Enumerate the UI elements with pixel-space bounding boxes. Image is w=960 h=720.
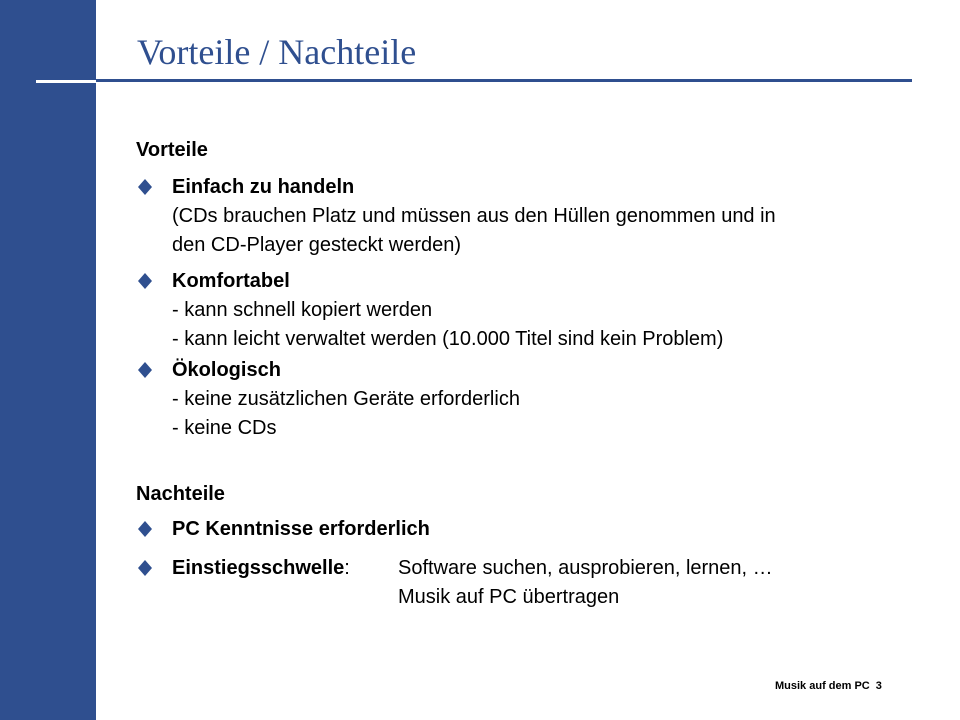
disadvantage-item-2-line-2: Musik auf PC übertragen xyxy=(398,586,620,608)
diamond-icon xyxy=(138,362,152,378)
advantage-item-2-line-1: - kann schnell kopiert werden xyxy=(172,299,433,321)
advantage-item-1-title: Einfach zu handeln xyxy=(172,176,355,198)
page-number: 3 xyxy=(875,680,882,692)
advantage-item-1-text xyxy=(172,173,776,260)
disadvantage-item-2-line-1: Software suchen, ausprobieren, lernen, … xyxy=(398,557,773,579)
slide-title: Vorteile / Nachteile xyxy=(137,32,417,72)
disadvantage-item-2-text xyxy=(398,554,773,612)
advantage-item-2-text xyxy=(172,267,723,354)
disadvantage-item-2-label xyxy=(172,554,350,583)
sidebar-band xyxy=(0,0,96,720)
disadvantage-item-2-separator: : xyxy=(344,557,350,579)
advantage-item-3-line-2: - keine CDs xyxy=(172,417,277,439)
diamond-icon xyxy=(138,521,152,537)
advantage-item-3-text xyxy=(172,356,520,443)
advantage-item-3-line-1: - keine zusätzlichen Geräte erforderlich xyxy=(172,388,520,410)
advantage-item-3-title: Ökologisch xyxy=(172,359,281,381)
diamond-icon xyxy=(138,179,152,195)
title-accent-left xyxy=(36,80,96,83)
advantage-item-1-line-2: den CD-Player gesteckt werden) xyxy=(172,234,462,256)
diamond-icon xyxy=(138,273,152,289)
advantages-heading: Vorteile xyxy=(136,139,208,161)
disadvantage-item-1-title: PC Kenntnisse erforderlich xyxy=(172,518,430,540)
advantage-item-2-title: Komfortabel xyxy=(172,270,290,292)
title-underline xyxy=(96,79,912,82)
diamond-icon xyxy=(138,560,152,576)
disadvantage-item-2-title: Einstiegsschwelle xyxy=(172,557,345,579)
footer-text: Musik auf dem PC xyxy=(775,680,870,692)
advantage-item-2-line-2: - kann leicht verwaltet werden (10.000 Titel sind kein Problem) xyxy=(172,328,724,350)
slide-footer xyxy=(775,680,882,692)
disadvantages-heading: Nachteile xyxy=(136,483,225,505)
advantage-item-1-line-1: (CDs brauchen Platz und müssen aus den Hüllen genommen und in xyxy=(172,205,776,227)
disadvantage-item-1-text xyxy=(172,515,430,544)
